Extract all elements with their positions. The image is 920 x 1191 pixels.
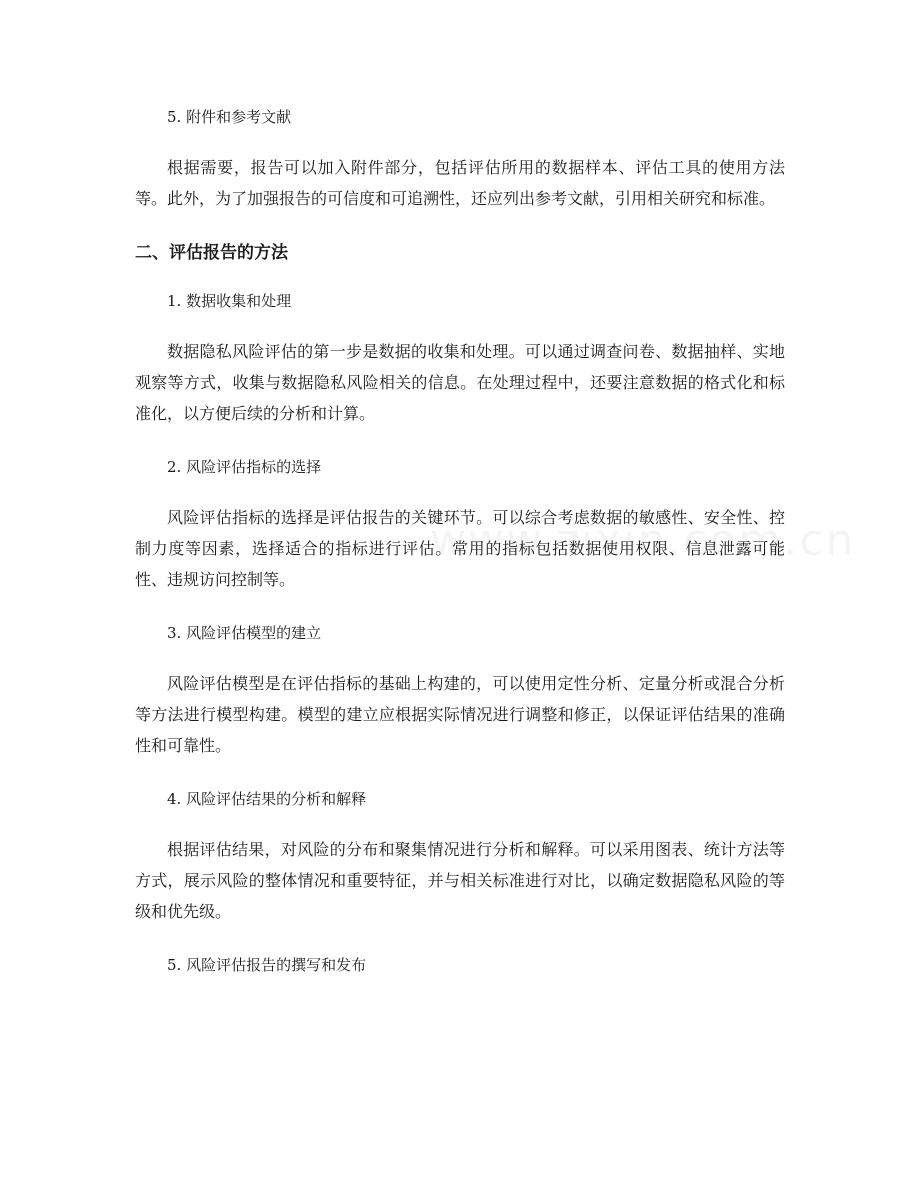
paragraph-model-building: 风险评估模型是在评估指标的基础上构建的，可以使用定性分析、定量分析或混合分析等方法进行模型构建。模型的建立应根据实际情况进行调整和修正，以保证评估结果的准确性和可靠性。: [135, 674, 785, 755]
subsection-title-indicator-selection: 2. 风险评估指标的选择: [167, 458, 322, 476]
subsection-title-attachments: 5. 附件和参考文献: [167, 108, 292, 126]
subsection-title-data-collection: 1. 数据收集和处理: [167, 292, 292, 310]
paragraph-indicator-selection: 风险评估指标的选择是评估报告的关键环节。可以综合考虑数据的敏感性、安全性、控制力度等因素，选择适合的指标进行评估。常用的指标包括数据使用权限、信息泄露可能性、违规访问控制等。: [135, 508, 785, 589]
paragraph-attachments: 根据需要，报告可以加入附件部分，包括评估所用的数据样本、评估工具的使用方法等。此外，为了加强报告的可信度和可追溯性，还应列出参考文献，引用相关研究和标准。: [135, 158, 785, 208]
document-body: [135, 105, 785, 1000]
subsection-title-model-building: 3. 风险评估模型的建立: [167, 624, 322, 642]
subsection-title-result-analysis: 4. 风险评估结果的分析和解释: [167, 790, 367, 808]
section-heading-methods: 二、评估报告的方法: [135, 243, 288, 263]
paragraph-data-collection: 数据隐私风险评估的第一步是数据的收集和处理。可以通过调查问卷、数据抽样、实地观察等方式，收集与数据隐私风险相关的信息。在处理过程中，还要注意数据的格式化和标准化，以方便后续的分析和计算。: [135, 342, 785, 423]
paragraph-result-analysis: 根据评估结果，对风险的分布和聚集情况进行分析和解释。可以采用图表、统计方法等方式，展示风险的整体情况和重要特征，并与相关标准进行对比，以确定数据隐私风险的等级和优先级。: [135, 840, 785, 921]
subsection-title-report-writing: 5. 风险评估报告的撰写和发布: [167, 956, 367, 974]
